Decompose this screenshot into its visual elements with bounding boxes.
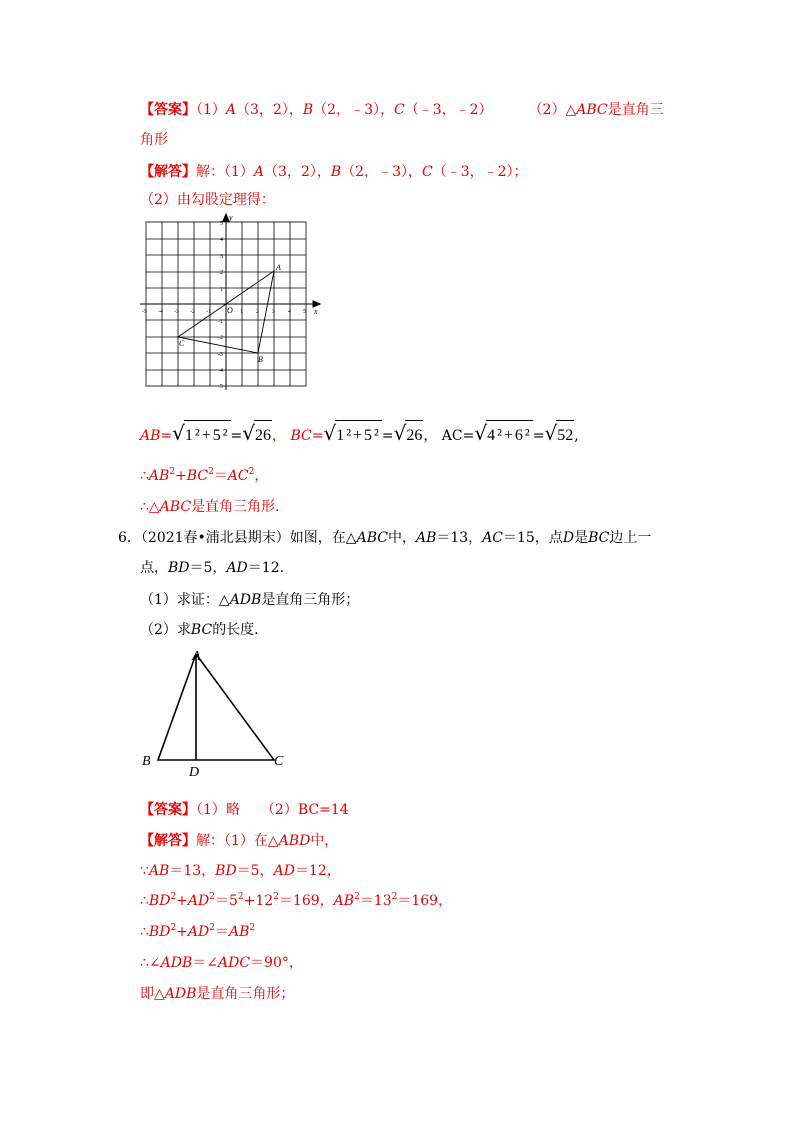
- q6-because-line: ∵AB＝13，BD＝5，AD＝12，: [140, 863, 341, 879]
- ab-radicand: 1²+5²: [184, 420, 231, 451]
- ac-radicand: 4²+6²: [486, 420, 533, 451]
- x-tick: 5: [303, 309, 306, 315]
- q6-answer-line: 【答案】（1）略 （2）BC=14: [140, 802, 349, 818]
- q6-therefore-b: $\therefore BD^2+AD^2=AB^2$: [140, 923, 256, 940]
- x-tick: -5: [142, 309, 147, 315]
- vertex-b-label: B: [142, 754, 151, 769]
- y-tick: 5: [220, 221, 223, 227]
- q6-conclusion: 即△ADB是直角三角形；: [140, 986, 295, 1002]
- x-tick: -2: [190, 309, 195, 315]
- axes: [140, 214, 320, 390]
- q6-therefore-a: $\therefore BD^2+AD^2=5^2+12^2=169$，$AB^2=13^2=169$，: [140, 892, 453, 909]
- x-tick: 2: [256, 309, 259, 315]
- vertex-d-label: D: [189, 765, 200, 778]
- pythagoras-formula-line: AB=√1²+5²=√26， BC=√1²+5²=√26， AC=√4²+6²=√52,: [140, 418, 579, 448]
- q5-answer-line: 【答案】（1）A（3，2），B（2，﹣3），C（﹣3，﹣2） （2）△ABC是直角三: [140, 102, 664, 118]
- y-tick: -1: [218, 319, 223, 325]
- triangle-outline: [158, 654, 274, 760]
- y-tick: -3: [218, 352, 223, 358]
- q6-subquestion-2: （2）求BC的长度.: [140, 622, 259, 638]
- x-tick: -1: [206, 309, 211, 315]
- solution-tag: 【解答】: [140, 164, 196, 180]
- x-tick: 3: [272, 309, 275, 315]
- y-tick: 3: [220, 254, 223, 260]
- q5-answer-wrap: 角形: [140, 132, 168, 148]
- vertex-a-label: A: [192, 649, 201, 664]
- x-tick: 1: [240, 309, 243, 315]
- q6-subquestion-1: （1）求证：△ADB是直角三角形；: [140, 592, 360, 608]
- answer-tag: 【答案】: [140, 102, 196, 118]
- q6-therefore-c: ∴∠ADB＝∠ADC＝90°，: [140, 955, 303, 971]
- point-a-label: A: [276, 263, 281, 272]
- triangle-abc-figure: [138, 642, 298, 778]
- question-number: 6．: [118, 530, 141, 546]
- q5-therefore1: $\therefore AB^2+BC^2=AC^2$，: [140, 467, 269, 484]
- bc-radicand: 1²+5²: [335, 420, 382, 451]
- x-tick: -4: [158, 309, 163, 315]
- x-tick-labels: [142, 309, 306, 315]
- answer-tag: 【答案】: [140, 802, 196, 818]
- y-axis-label: y: [229, 213, 233, 222]
- x-axis-label: x: [314, 307, 318, 316]
- y-tick-labels: [218, 221, 223, 390]
- coordinate-grid-figure: [136, 212, 326, 396]
- y-tick: 2: [220, 270, 223, 276]
- q6-solution-line: 【解答】解：（1）在△ABD中，: [140, 833, 339, 849]
- q5-step2: （2）由勾股定理得：: [140, 192, 275, 208]
- q5-therefore2: ∴△ABC是直角三角形.: [140, 499, 280, 515]
- point-c-label: C: [179, 339, 185, 348]
- y-tick: -5: [218, 384, 223, 390]
- origin-label: O: [227, 306, 233, 315]
- y-tick: -4: [218, 368, 223, 374]
- q6-problem-line2: 点，BD＝5，AD＝12.: [140, 560, 285, 576]
- solution-tag: 【解答】: [140, 833, 196, 849]
- vertex-c-label: C: [274, 754, 284, 769]
- y-tick: 4: [220, 237, 223, 243]
- y-tick: 1: [220, 287, 223, 293]
- x-tick: 4: [288, 309, 291, 315]
- point-b-label: B: [258, 355, 263, 364]
- y-tick: -2: [218, 335, 223, 341]
- q6-problem-line1: 6．（2021春•浦北县期末）如图，在△ABC中，AB＝13，AC＝15，点D是BC边上一: [118, 530, 652, 546]
- x-tick: -3: [174, 309, 179, 315]
- q5-solution-line: 【解答】解：（1）A（3，2），B（2，﹣3），C（﹣3，﹣2）；: [140, 164, 528, 180]
